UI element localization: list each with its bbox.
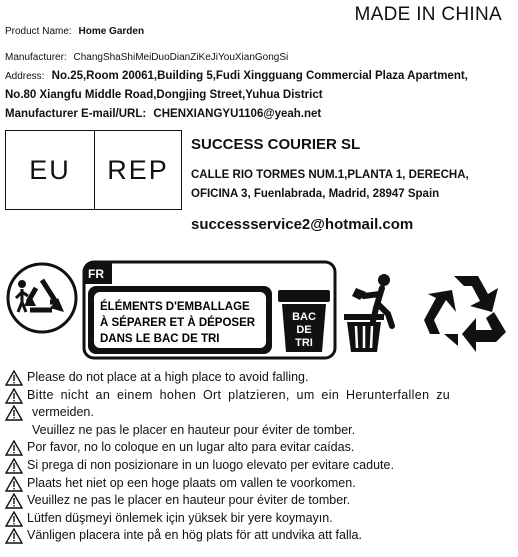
warning-fr-1 [5,422,515,440]
warning-icon [5,493,23,509]
contact-label: Manufacturer E-mail/URL: [5,108,147,120]
warning-icon [5,458,23,474]
warning-list [5,369,515,545]
eu-rep-left: EU [6,131,95,209]
warning-de-text-2: vermeiden. [32,405,94,420]
warning-fr-1-text: Veuillez ne pas le placer en hauteur pour éviter de tomber. [32,422,356,437]
triman-line-1: ÉLÉMENTS D'EMBALLAGE [100,301,250,313]
warning-icon [5,405,23,421]
address-line-2: No.80 Xiangfu Middle Road,Dongjing Street,Yuhua District [5,89,323,101]
recycling-icons-row [0,256,518,366]
warning-de-text: Bitte nicht an einem hohen Ort platzieren, um ein Herunterfallen zu [27,387,451,402]
manufacturer-label: Manufacturer: [5,52,67,63]
product-name-value: Home Garden [78,26,145,37]
warning-icon [5,476,23,492]
warning-tr [5,510,515,528]
waste-bin-person-icon [342,274,414,354]
triman-bin-line-3: TRI [295,337,313,349]
warning-it-text: Si prega di non posizionare in un luogo elevato per evitare cadute. [27,457,394,472]
triman-country: FR [88,267,104,281]
warning-icon [5,370,23,386]
warning-icon [5,440,23,456]
product-name-label: Product Name: [5,26,72,37]
warning-nl-text: Plaats het niet op een hoge plaats om vallen te voorkomen. [27,475,356,490]
warning-icon [5,511,23,527]
address-label: Address: [5,71,45,82]
made-in-label: MADE IN CHINA [354,4,502,25]
warning-icon [5,388,23,404]
triman-icon [6,262,78,334]
warning-es-text: Por favor, no lo coloque en un lugar alto para evitar caídas. [27,440,355,455]
warning-en [5,369,515,387]
warning-sv [5,527,515,545]
sorting-info-label [82,260,337,360]
warning-fr-2 [5,492,515,510]
triman-line-2: À SÉPARER ET À DÉPOSER [100,317,256,329]
eu-rep-right: REP [107,154,169,185]
warning-sv-text: Vänligen placera inte på en hög plats för att undvika att falla. [27,528,362,543]
eu-rep-email: successservice2@hotmail.com [191,216,414,233]
eu-rep-address [191,166,511,204]
eu-rep-company: SUCCESS COURIER SL [191,136,361,153]
address-row [5,70,468,82]
warning-en-text: Please do not place at a high place to avoid falling. [27,370,309,384]
warning-it [5,457,515,475]
triman-line-3: DANS LE BAC DE TRI [100,333,220,345]
product-name-row [5,26,144,37]
warning-fr-2-text: Veuillez ne pas le placer en hauteur pour éviter de tomber. [27,493,351,508]
eu-rep-box [5,130,182,210]
warning-nl [5,475,515,493]
eu-rep-address-line-1: CALLE RIO TORMES NUM.1,PLANTA 1, DERECHA, [191,169,469,181]
warning-de-continued [5,404,515,422]
contact-value: CHENXIANGYU1106@yeah.net [153,108,322,120]
manufacturer-row [5,52,288,63]
triman-bin-line-1: BAC [292,311,316,323]
warning-icon [5,528,23,544]
address-line-1: No.25,Room 20061,Building 5,Fudi Xingguang Commercial Plaza Apartment, [51,70,468,82]
warning-de [5,387,515,405]
contact-row [5,108,321,120]
manufacturer-value: ChangShaShiMeiDuoDianZiKeJiYouXianGongSi [73,52,289,63]
recycle-icon [424,268,514,354]
eu-rep-address-line-2: OFICINA 3, Fuenlabrada, Madrid, 28947 Spain [191,188,440,200]
warning-tr-text: Lütfen düşmeyi önlemek için yüksek bir yere koymayın. [27,510,333,525]
warning-es [5,439,515,457]
triman-bin-line-2: DE [296,324,312,336]
